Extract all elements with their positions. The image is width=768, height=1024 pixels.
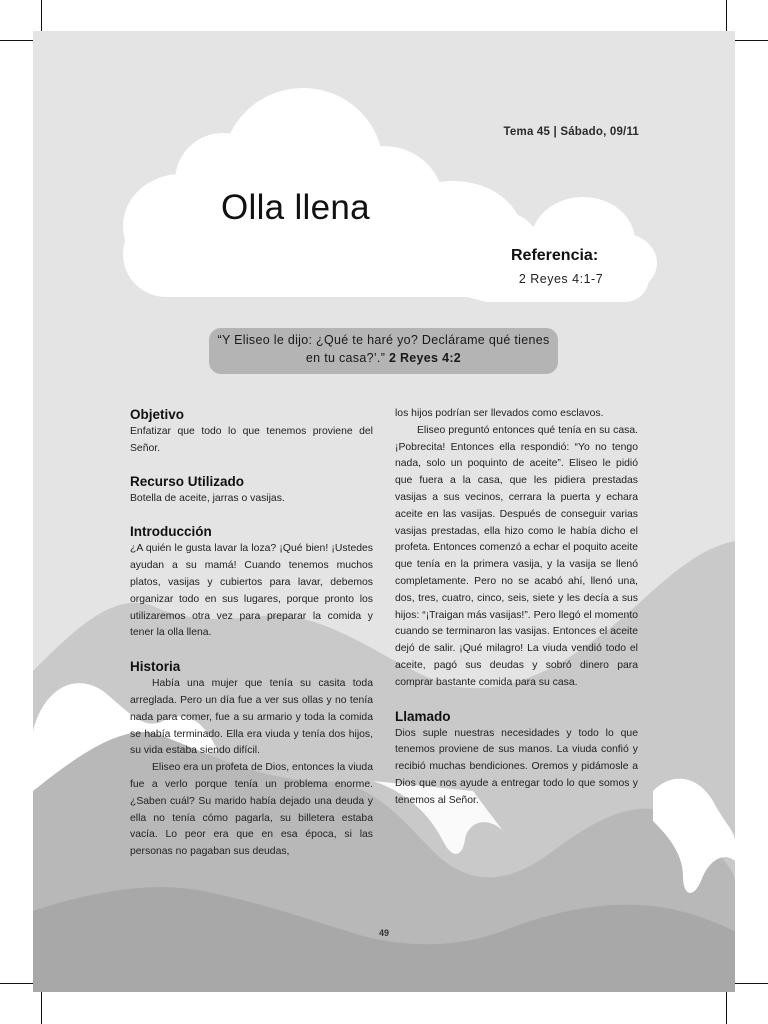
section-heading-recurso: Recurso Utilizado [130,473,245,489]
section-body-llamado: Dios suple nuestras necesidades y todo lo que tenemos proviene de sus manos. La viuda confió y recibió muchas bendiciones. Oremos y pidámosle a Dios que nos ayude a entregar todo lo que somos y tenemos al Señor. [395,727,638,806]
lesson-meta: Tema 45 | Sábado, 09/11 [503,126,639,138]
crop-mark [726,0,727,31]
historia-paragraph-2: Eliseo era un profeta de Dios, entonces la viuda fue a verlo porque tenía un problema enorme. ¿Saben cuál? Su marido había dejado una deuda y ella no tenía cómo pagarla, su billetera estaba vacía. Lo peor era que en esa época, si las personas no pagaban sus deudas, [130,762,373,858]
crop-mark [0,983,33,984]
crop-mark [41,0,42,31]
section-body-introduccion: ¿A quién le gusta lavar la loza? ¡Qué bien! ¡Ustedes ayudan a su mamá! Cuando tenemos muchos platos, vasijas y cubiertos para lavar, debemos organizar todo en sus lugares, porque pronto los utilizaremos otra vez para preparar la comida y tener la olla llena. [130,543,373,639]
right-column [395,406,638,810]
section-heading-historia: Historia [130,659,181,675]
page [33,31,735,992]
section-body-objetivo: Enfatizar que todo lo que tenemos proviene del Señor. [130,426,373,454]
crop-mark [726,992,727,1024]
reference-heading: Referencia: [511,247,599,264]
crop-mark [735,983,768,984]
page-number: 49 [379,928,390,938]
memory-verse [209,328,558,374]
historia-paragraph-3: los hijos podrían ser llevados como esclavos. [395,408,604,419]
verse-citation: 2 Reyes 4:2 [388,351,462,365]
section-body-recurso: Botella de aceite, jarras o vasijas. [130,492,285,504]
section-heading-llamado: Llamado [395,708,451,724]
crop-mark [0,40,33,41]
section-heading-objetivo: Objetivo [130,407,185,422]
verse-text: “Y Eliseo le dijo: ¿Qué te haré yo? Declárame qué tienes en tu casa?’.” [217,333,550,365]
section-heading-introduccion: Introducción [130,524,212,540]
crop-mark [735,40,768,41]
historia-paragraph-4: Eliseo preguntó entonces qué tenía en su casa. ¡Pobrecita! Entonces ella respondió: “Yo no tengo nada, solo un poquinto de aceite”. Eliseo le pidió que fuera a la casa, que les pidiera prestadas vasijas a sus vecinos, cerrara la puerta y echara aceite en las vasijas. Después de conseguir varias vasijas prestadas, ella hizo como le había dicho el profeta. Entonces comenzó a echar el poquito aceite que tenía en la primera vasija, y la vasija se llenó completamente. Pero no se acabó ahí, llenó una, dos, tres, cuatro, cinco, seis, siete y les decía a sus hijos: “¡Traigan más vasijas!”. Pero llegó el momento cuando se terminaron las vasijas. Entonces el aceite dejó de salir. ¡Qué milagro! La viuda vendió todo el aceite, pagó sus deudas y sobró dinero para comprar bastante comida para su casa. [395,424,638,688]
reference-text: 2 Reyes 4:1-7 [518,272,604,286]
left-column [130,406,373,861]
crop-mark [41,992,42,1024]
page-title: Olla llena [221,188,370,227]
historia-paragraph-1: Había una mujer que tenía su casita toda arreglada. Pero un día fue a ver sus ollas y no tenía nada para comer, fue a su armario y toda la comida se había terminado. Ella era viuda y tenía dos hijos, su vida estaba siendo difícil. [130,678,373,757]
